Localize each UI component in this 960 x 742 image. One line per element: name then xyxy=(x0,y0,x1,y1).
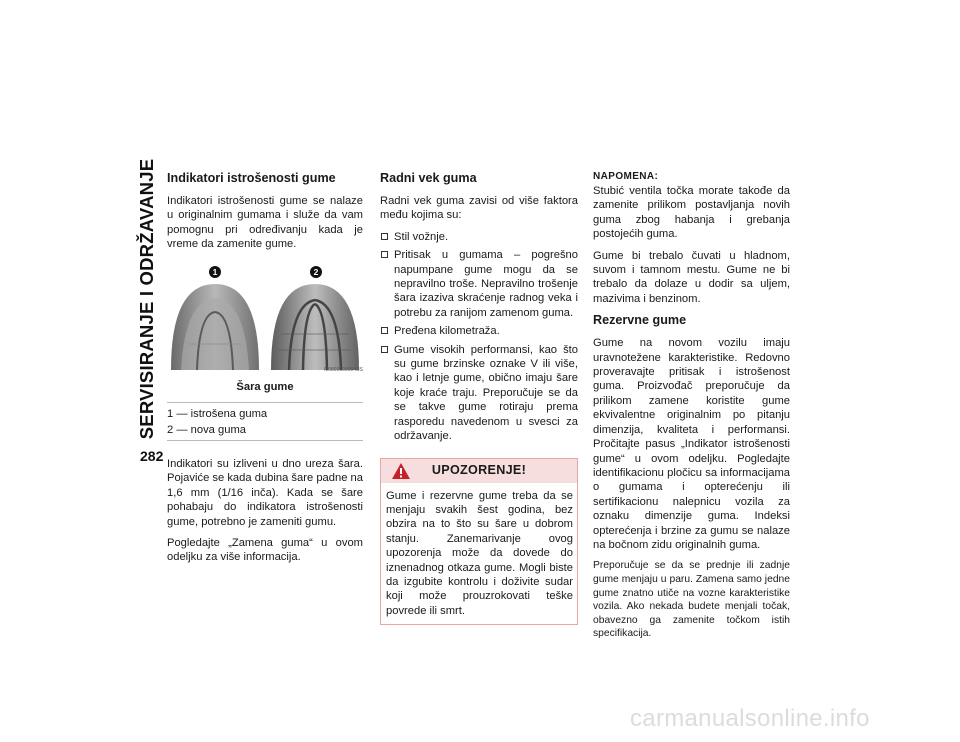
legend-item-1: 1 — istrošena guma xyxy=(167,408,268,421)
section-title-vertical: SERVISIRANJE I ODRŽAVANJE xyxy=(136,158,157,440)
checkbox-bullet-icon xyxy=(381,327,388,334)
list-item: Pritisak u gumama – pogrešno napumpane gume mogu da se nepravilno troše. Nepravilno trošenje šara izaziva skraćenje radnog veka i potrebu za ranijom zamenom guma. xyxy=(380,248,578,320)
new-tire-image xyxy=(267,274,363,370)
list-item: Stil vožnje. xyxy=(380,230,578,244)
heading-replacement-tires: Rezervne gume xyxy=(593,313,687,328)
watermark: carmanualsonline.info xyxy=(630,705,870,732)
paragraph-intro: Indikatori istrošenosti gume se nalaze u originalnim gumama i služe da vam pomognu pri određivanju kada je vreme da zamenite gume. xyxy=(167,195,363,251)
image-code: M0800000004US xyxy=(324,367,363,374)
page-number: 282 xyxy=(140,448,164,464)
paragraph-tire-life-intro: Radni vek guma zavisi od više faktora među kojima su: xyxy=(380,195,578,222)
checkbox-bullet-icon xyxy=(381,233,388,240)
tire-tread-figure xyxy=(167,266,363,378)
column-right xyxy=(593,171,790,648)
worn-tire-image xyxy=(167,274,263,370)
warning-body xyxy=(381,483,577,625)
checkbox-bullet-icon xyxy=(381,251,388,258)
warning-triangle-icon xyxy=(391,462,411,480)
section-side-tab xyxy=(134,158,160,440)
warning-text: Gume i rezervne gume treba da se menjaju svakih šest godina, bez obzira na to što su šare u dobrom stanju. Zanemarivanje ovog upozorenja može da dovede do iznenadnog otkaza gume. Mogli biste da izgubite kontrolu i doživite sudar koji može prouzrokovati teške povrede ili smrt. xyxy=(386,489,573,617)
paragraph-see-also: Pogledajte „Zamena guma“ u ovom odeljku za više informacija. xyxy=(167,537,363,564)
factors-list xyxy=(380,230,578,444)
warning-header xyxy=(381,459,577,483)
paragraph-indicators: Indikatori su izliveni u dno ureza šara. Pojaviće se kada dubina šare padne na 1,6 mm (1/16 inča). Kada se šare pohabaju do indikatora istrošenosti gume, potrebno je zameniti gumu. xyxy=(167,458,363,528)
heading-tire-life: Radni vek guma xyxy=(380,171,477,185)
paragraph-pairs: Preporučuje se da se prednje ili zadnje gume menjaju u paru. Zamena samo jedne gume znatno utiče na vozne karakteristike vozila. Ako nekada budete menjali točak, obavezno ga zamenite točkom istih specifikacija. xyxy=(593,560,790,640)
heading-tread-wear-indicators: Indikatori istrošenosti gume xyxy=(167,171,336,185)
paragraph-replacement: Gume na novom vozilu imaju uravnotežene karakteristike. Redovno proveravajte pritisak i istrošenost guma. Proizvođač preporučuje da prilikom zamene koristite gume ekvivalentne originalnim po pitanju dimenzija, kvaliteta i performansi. Pročitajte pasus „Indikator istrošenosti gume“ u ovom odeljku. Pogledajte identifikacionu pločicu sa informacijama o gumama i opterećenju ili sertifikacionu nalepnicu vozila za oznaku dimenzije guma. Indeksi opterećenja i brzine za gumu se nalaze na bočnom zidu originalnih guma. xyxy=(593,337,790,551)
warning-box xyxy=(380,458,578,626)
column-middle xyxy=(380,171,578,625)
legend-item-2: 2 — nova guma xyxy=(167,424,246,437)
warning-title: UPOZORENJE! xyxy=(431,463,527,478)
column-left xyxy=(167,171,363,572)
checkbox-bullet-icon xyxy=(381,346,388,353)
callout-2: 2 xyxy=(310,266,322,278)
figure-legend xyxy=(167,402,363,441)
list-item: Gume visokih performansi, kao što su gume brzinske oznake V ili više, kao i letnje gume, obično imaju šare koje kraće traju. Preporučuje se da se takve gume rotiraju prema rasporedu navedenom u svesci za održavanje. xyxy=(380,343,578,444)
callout-1: 1 xyxy=(209,266,221,278)
paragraph-storage: Gume bi trebalo čuvati u hladnom, suvom i tamnom mestu. Gume ne bi trebalo da dolaze u dodir sa uljem, mazivima i benzinom. xyxy=(593,249,790,305)
note-text: Stubić ventila točka morate takođe da zamenite prilikom postavljanja novih guma zbog habanja i grebanja postojećih guma. xyxy=(593,185,790,241)
figure-caption: Šara gume xyxy=(236,380,294,393)
note-label: NAPOMENA: xyxy=(593,171,659,182)
list-item: Pređena kilometraža. xyxy=(380,324,578,338)
